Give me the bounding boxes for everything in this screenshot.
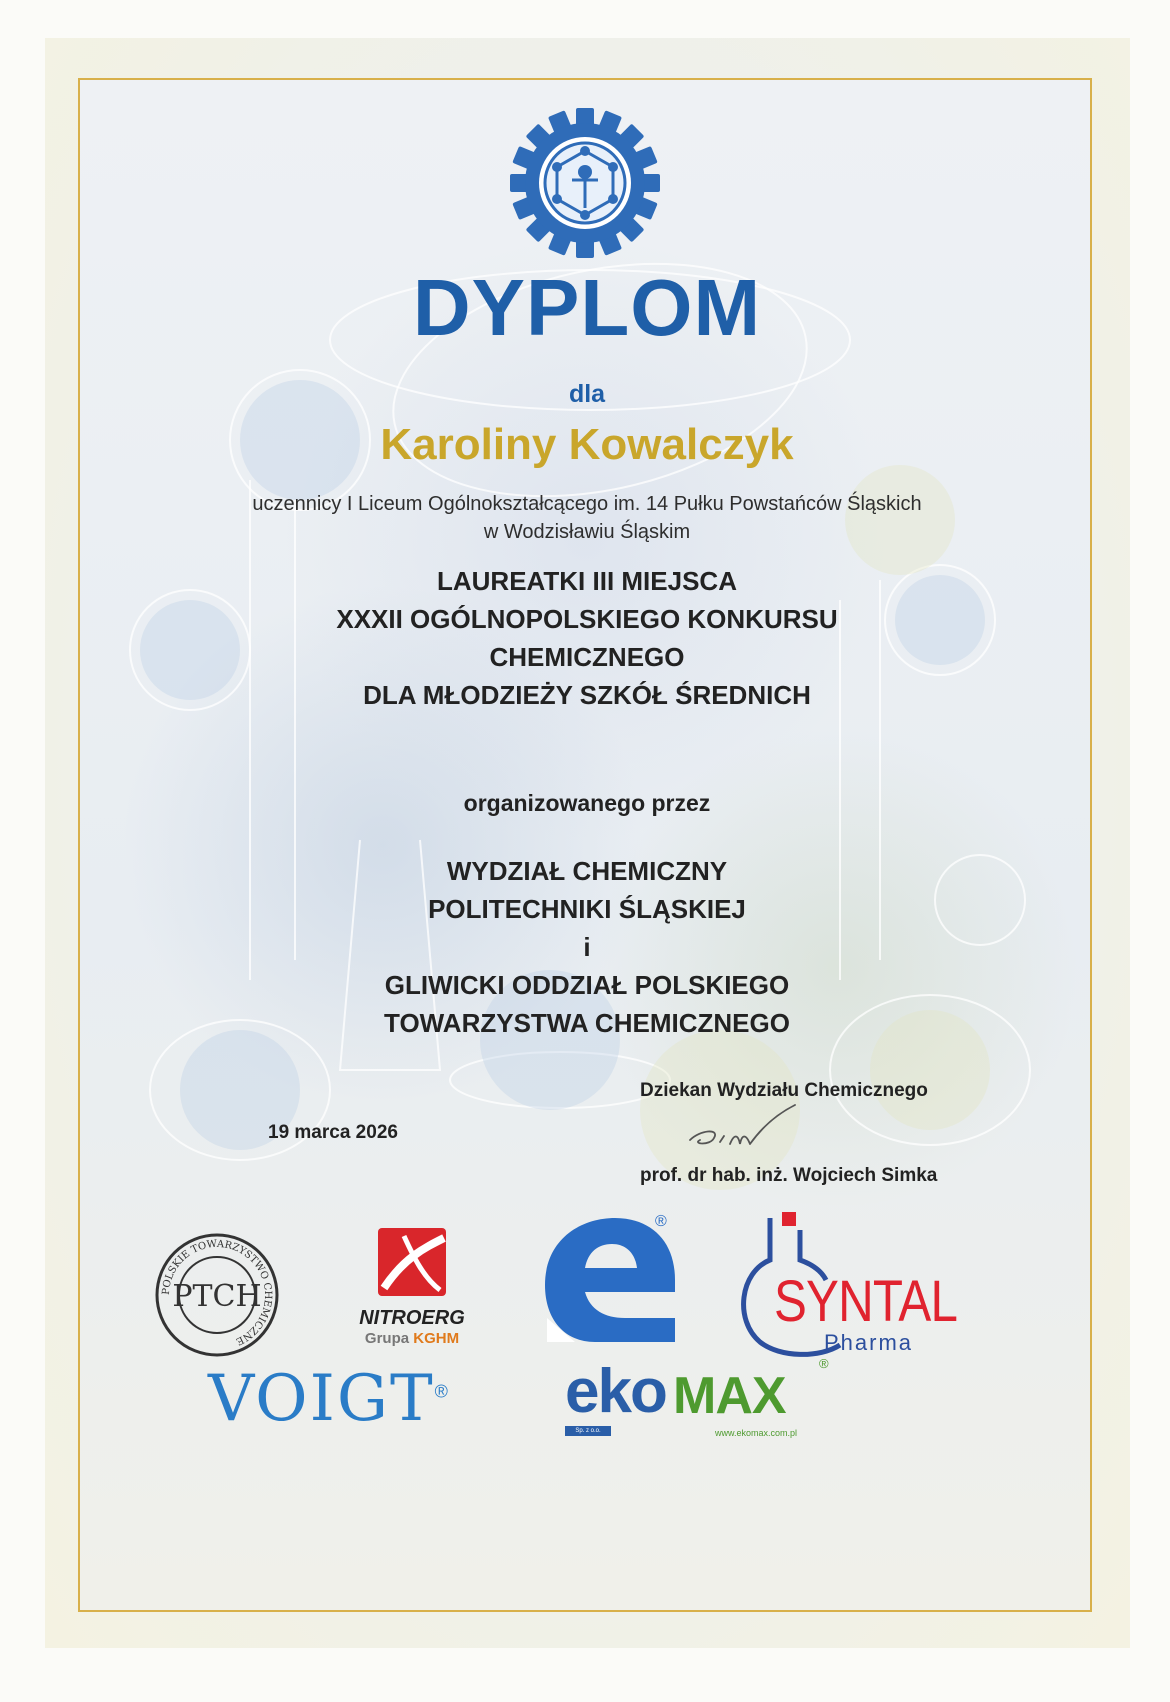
award-line: XXXII OGÓLNOPOLSKIEGO KONKURSU <box>336 604 838 634</box>
organizer-line: WYDZIAŁ CHEMICZNY <box>446 856 728 886</box>
organizers <box>80 852 1092 1042</box>
ptch-letters: PTCH <box>172 1279 262 1314</box>
nitroerg-mark-icon <box>374 1228 450 1298</box>
voigt-logo <box>208 1362 450 1436</box>
ekomax-max: MAX <box>673 1367 786 1425</box>
syntal-sub: Pharma <box>824 1330 914 1355</box>
nitroerg-group-brand: KGHM <box>413 1330 460 1347</box>
syntal-name: SYNTAL <box>774 1269 958 1334</box>
ekomax-logo <box>565 1356 845 1446</box>
school-line-1: uczennicy I Liceum Ogólnokształcącego im. 14 Pułku Powstańców Śląskich <box>252 493 922 515</box>
dean-signature <box>680 1100 800 1160</box>
organizer-line: TOWARZYSTWA CHEMICZNEGO <box>384 1008 790 1038</box>
e-company-logo <box>535 1210 685 1350</box>
voigt-registered-mark: ® <box>434 1381 450 1402</box>
ekomax-spzoo: Sp. z o.o. <box>565 1426 611 1436</box>
award-line: CHEMICZNEGO <box>489 642 685 672</box>
ekomax-url: www.ekomax.com.pl <box>715 1428 798 1438</box>
issue-date: 19 marca 2026 <box>268 1122 398 1143</box>
ekomax-registered-mark: ® <box>819 1356 829 1371</box>
e-registered-mark: ® <box>655 1213 667 1230</box>
organized-by-label: organizowanego przez <box>463 790 711 816</box>
ptch-society-logo <box>152 1230 282 1360</box>
school-info <box>80 490 1092 546</box>
nitroerg-logo <box>352 1228 472 1347</box>
school-line-2: w Wodzisławiu Śląskim <box>483 521 691 543</box>
for-label: dla <box>568 380 606 408</box>
organizer-line: POLITECHNIKI ŚLĄSKIEJ <box>428 894 746 924</box>
ptch-ring-text: POLSKIE TOWARZYSTWO CHEMICZNE <box>160 1238 274 1347</box>
award-line: LAUREATKI III MIEJSCA <box>437 566 737 596</box>
ekomax-eko: eko <box>565 1357 666 1426</box>
organizer-line: GLIWICKI ODDZIAŁ POLSKIEGO <box>384 970 790 1000</box>
nitroerg-group-prefix: Grupa <box>364 1330 414 1347</box>
award-line: DLA MŁODZIEŻY SZKÓŁ ŚREDNICH <box>363 680 811 710</box>
organizer-line: i <box>583 932 591 962</box>
diploma-title: DYPLOM <box>412 263 762 352</box>
dean-name: prof. dr hab. inż. Wojciech Simka <box>640 1165 938 1186</box>
voigt-name: VOIGT <box>208 1362 435 1436</box>
diploma-frame <box>78 78 1092 1612</box>
nitroerg-name: NITROERG <box>359 1307 465 1329</box>
syntal-pharma-logo <box>730 1210 960 1360</box>
recipient-name: Karoliny Kowalczyk <box>380 420 794 469</box>
award-description <box>80 562 1092 714</box>
dean-title: Dziekan Wydziału Chemicznego <box>640 1080 928 1101</box>
faculty-gear-emblem <box>510 108 660 258</box>
